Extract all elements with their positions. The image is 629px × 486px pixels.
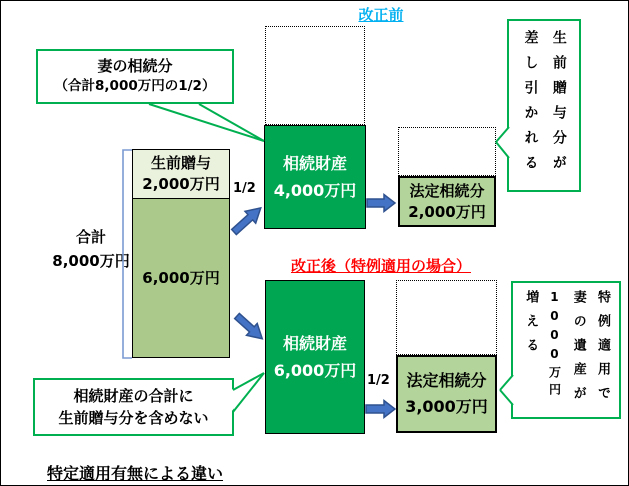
ratio-label-after: 1/2	[367, 373, 390, 388]
estate-box-after	[265, 280, 365, 434]
estate-box-before	[264, 125, 366, 229]
statutory-share-box-after	[396, 355, 497, 433]
estate-box-before-title: 相続財産	[282, 153, 347, 173]
estate-box-after-amount: 6,000万円	[273, 360, 357, 380]
diagram-caption: 特定適用有無による違い	[47, 464, 224, 483]
statutory-share-before-title: 法定相続分	[409, 181, 485, 200]
callout-wife-share	[36, 49, 234, 104]
exclude-gift-pointer-line2	[233, 373, 264, 412]
deducted-share-dashed-box-after	[396, 280, 497, 355]
note-box-gift-deducted	[507, 19, 581, 192]
gift-segment-amount: 2,000万円	[142, 175, 220, 193]
arrow-bar-to-estate-before	[229, 202, 266, 238]
estate-box-after-title: 相続財産	[282, 333, 347, 353]
arrow-estate-to-statutory-after	[366, 401, 395, 418]
ratio-label-before: 1/2	[233, 181, 256, 196]
deducted-share-dashed-box-before	[398, 127, 496, 176]
statutory-share-box-before	[398, 176, 496, 227]
note-gift-deducted-col2: 差し引かれる	[522, 30, 539, 180]
note-estate-increase-col2: 妻の遺産が	[570, 290, 586, 410]
after-revision-label: 改正後（特例適用の場合）	[290, 257, 471, 275]
deducted-gift-dashed-box-before	[265, 26, 365, 125]
total-label	[45, 230, 137, 269]
wife-share-pointer-line2	[199, 104, 264, 141]
statutory-share-after-amount: 3,000万円	[405, 397, 488, 416]
exclude-gift-pointer-line1	[233, 373, 264, 390]
gift-segment	[132, 149, 230, 199]
arrow-bar-to-estate-after	[232, 310, 268, 345]
note-gift-deducted-col1: 生前贈与分が	[550, 30, 567, 180]
estate-box-before-amount: 4,000万円	[273, 180, 357, 200]
gift-segment-title: 生前贈与	[150, 154, 211, 172]
note-estate-increase-col1: 特例適用で	[595, 290, 611, 410]
total-label-title: 合計	[75, 228, 106, 246]
callout-exclude-gift	[33, 378, 234, 436]
callout-exclude-gift-line1: 相続財産の合計に	[73, 386, 194, 405]
callout-wife-share-line2: （合計8,000万円の1/2）	[54, 78, 216, 95]
estate-segment	[132, 198, 230, 358]
arrow-estate-to-statutory-before	[367, 195, 395, 212]
callout-wife-share-line1: 妻の相続分	[97, 57, 173, 76]
before-revision-label: 改正前	[358, 6, 404, 24]
callout-exclude-gift-line2: 生前贈与分を含めない	[58, 408, 209, 427]
wife-share-pointer-line1	[149, 104, 264, 141]
total-label-amount: 8,000万円	[52, 252, 130, 270]
estate-segment-amount: 6,000万円	[142, 268, 220, 287]
note-estate-increase-col4: 増える	[523, 290, 539, 362]
statutory-share-before-amount: 2,000万円	[408, 202, 486, 221]
statutory-share-after-title: 法定相続分	[406, 371, 487, 390]
note-box-estate-increase	[511, 281, 621, 419]
note-estate-increase-col3: 1000万円	[547, 290, 562, 400]
exclude-gift-pointer-fill	[231, 373, 264, 412]
